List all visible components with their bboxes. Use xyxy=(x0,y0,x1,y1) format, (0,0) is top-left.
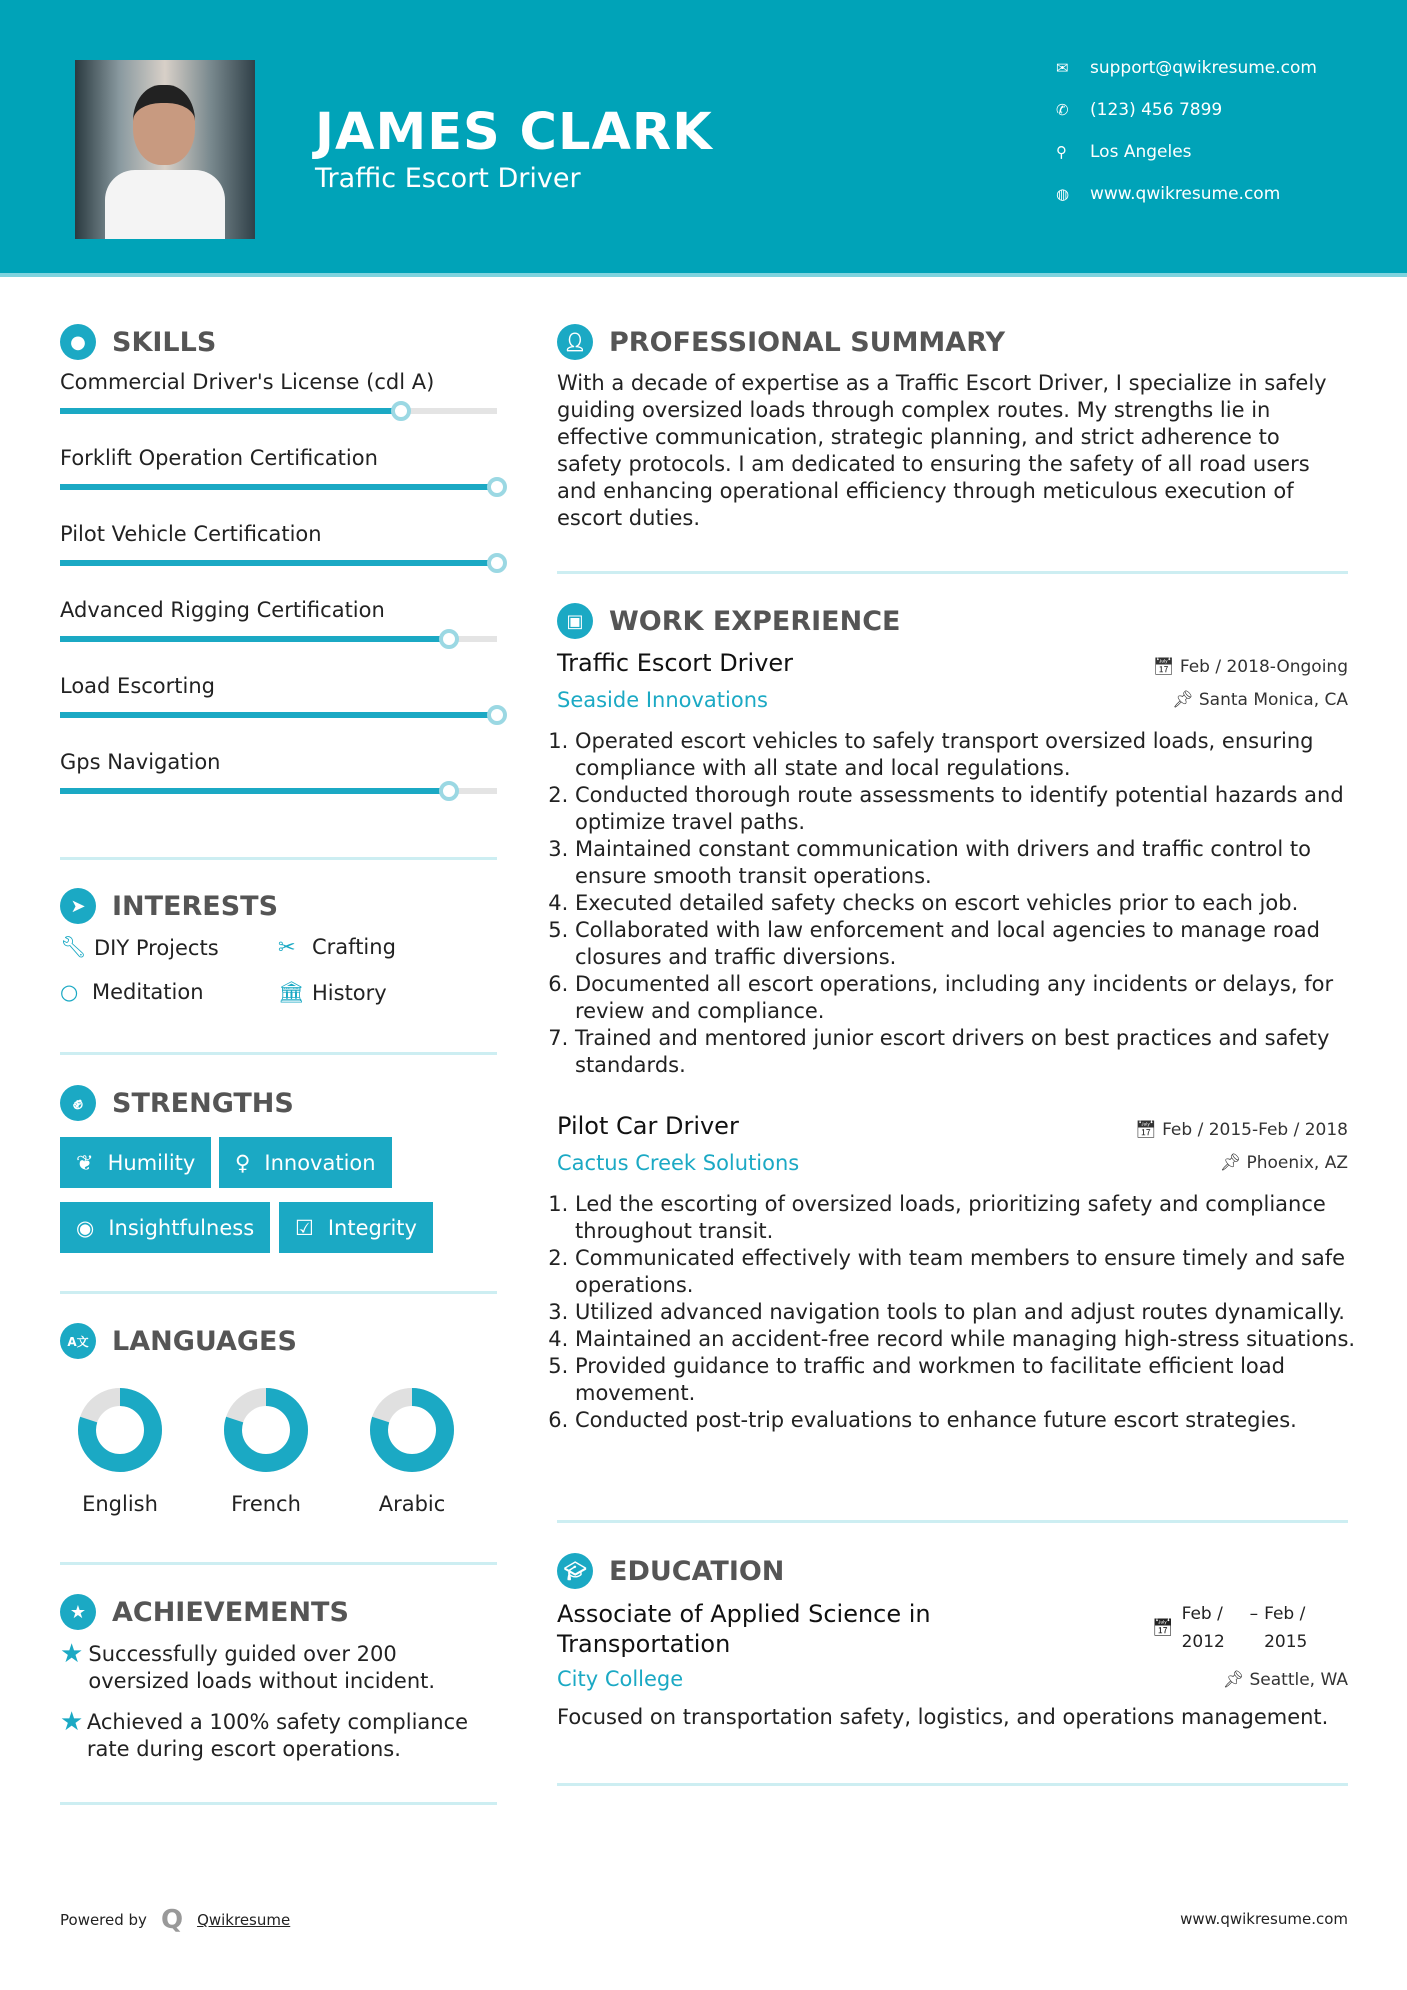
museum-icon: 🏛︎ xyxy=(278,980,305,1004)
skill-bar-knob xyxy=(487,553,507,573)
degree: Associate of Applied Science in Transportation xyxy=(557,1600,931,1658)
stars-icon: ★ xyxy=(60,1639,84,1669)
language-donut xyxy=(352,1385,472,1485)
language-label: French xyxy=(231,1492,301,1516)
job-company: Seaside Innovations xyxy=(557,688,768,712)
skill-item xyxy=(60,522,497,566)
contact-phone: ✆ (123) 456 7899 xyxy=(1056,100,1223,120)
job-bullet: 6. Documented all escort operations, including any incidents or delays, for review and compliance. xyxy=(575,971,1357,1025)
skill-bar xyxy=(60,408,497,414)
skill-bar-knob xyxy=(439,629,459,649)
profile-photo xyxy=(75,60,255,239)
education-text: Focused on transportation safety, logistics, and operations management. xyxy=(557,1705,1329,1729)
lightbulb-icon: ♀ xyxy=(235,1150,251,1175)
divider xyxy=(60,1802,497,1805)
user-icon: 👤︎ xyxy=(557,324,593,360)
circle-icon: ○ xyxy=(60,980,79,1004)
education-location: 📌︎ Seattle, WA xyxy=(1222,1670,1348,1690)
achievement-item: ★ Successfully guided over 200 oversized loads without incident. xyxy=(60,1639,436,1693)
skill-bar xyxy=(60,712,497,718)
skill-bar xyxy=(60,788,497,794)
language-donut xyxy=(60,1385,180,1485)
job-location: 📌︎ Phoenix, AZ xyxy=(1219,1153,1348,1173)
education-heading: 🎓︎ EDUCATION xyxy=(557,1553,784,1589)
footer-powered: Powered by Q Qwikresume xyxy=(60,1905,291,1935)
job-bullet: 2. Conducted thorough route assessments to identify potential hazards and optimize travel paths. xyxy=(575,782,1357,836)
divider xyxy=(557,571,1348,574)
graduate-icon: 🎓︎ xyxy=(557,1553,593,1589)
contact-location: ⚲ Los Angeles xyxy=(1056,142,1192,162)
divider xyxy=(557,1520,1348,1523)
leaf-icon: ❦ xyxy=(76,1150,94,1175)
strength-tag: ◉ Insightfulness xyxy=(60,1202,270,1253)
skill-label: Pilot Vehicle Certification xyxy=(60,522,322,546)
skill-bar-fill xyxy=(60,636,449,642)
footer-url[interactable]: www.qwikresume.com xyxy=(1180,1910,1348,1928)
skill-label: Advanced Rigging Certification xyxy=(60,598,385,622)
language-icon: A文 xyxy=(60,1323,96,1359)
interest-item: ✂ Crafting xyxy=(278,935,396,959)
skill-bar-knob xyxy=(487,477,507,497)
languages-heading: A文 LANGUAGES xyxy=(60,1323,297,1359)
strengths-heading: ✊︎ STRENGTHS xyxy=(60,1085,294,1121)
map-pin-icon: ⚲ xyxy=(1056,143,1067,161)
skill-item xyxy=(60,750,497,794)
star-badge-icon: ★ xyxy=(60,1594,96,1630)
divider xyxy=(60,857,497,860)
divider xyxy=(557,1783,1348,1786)
job-bullet: 2. Communicated effectively with team members to ensure timely and safe operations. xyxy=(575,1245,1357,1299)
job-bullet: 4. Executed detailed safety checks on escort vehicles prior to each job. xyxy=(575,890,1357,917)
checkbox-icon: ☑ xyxy=(295,1215,314,1240)
language-donut xyxy=(206,1385,326,1485)
interest-item: 🔧︎ DIY Projects xyxy=(60,935,219,960)
job-bullets xyxy=(557,728,1357,1079)
job-location: 📌︎ Santa Monica, CA xyxy=(1171,690,1348,710)
skill-bar-knob xyxy=(439,781,459,801)
skill-label: Forklift Operation Certification xyxy=(60,446,378,470)
summary-heading: 👤︎ PROFESSIONAL SUMMARY xyxy=(557,324,1005,360)
skill-bar-fill xyxy=(60,484,497,490)
header xyxy=(0,0,1407,277)
contact-website[interactable]: ◍ www.qwikresume.com xyxy=(1056,184,1281,204)
contact-email[interactable]: ✉ support@qwikresume.com xyxy=(1056,58,1317,78)
language-item xyxy=(352,1385,472,1516)
skill-bar-knob xyxy=(487,705,507,725)
envelope-icon: ✉ xyxy=(1056,59,1069,77)
achievement-item: ★ Achieved a 100% safety compliance rate during escort operations. xyxy=(60,1707,469,1761)
job-title: Pilot Car Driver xyxy=(557,1112,739,1140)
interests-heading: ➤ INTERESTS xyxy=(60,888,278,924)
school: City College xyxy=(557,1667,684,1691)
brand-link[interactable]: Qwikresume xyxy=(197,1911,291,1929)
job-bullet: 1. Led the escorting of oversized loads, prioritizing safety and compliance throughout transit. xyxy=(575,1191,1357,1245)
divider xyxy=(60,1291,497,1294)
briefcase-icon: ▣ xyxy=(557,603,593,639)
job-dates: 📅︎ Feb / 2015-Feb / 2018 xyxy=(1135,1120,1348,1140)
skill-label: Load Escorting xyxy=(60,674,215,698)
job-bullet: 7. Trained and mentored junior escort drivers on best practices and safety standards. xyxy=(575,1025,1357,1079)
skill-label: Gps Navigation xyxy=(60,750,221,774)
job-dates: 📅︎ Feb / 2018-Ongoing xyxy=(1152,657,1348,677)
skill-label: Commercial Driver's License (cdl A) xyxy=(60,370,435,394)
job-bullet: 6. Conducted post-trip evaluations to enhance future escort strategies. xyxy=(575,1407,1357,1434)
strength-tag: ☑ Integrity xyxy=(279,1202,433,1253)
job-bullet: 1. Operated escort vehicles to safely transport oversized loads, ensuring compliance with all state and local regulations. xyxy=(575,728,1357,782)
work-heading: ▣ WORK EXPERIENCE xyxy=(557,603,900,639)
language-label: English xyxy=(82,1492,158,1516)
job-company: Cactus Creek Solutions xyxy=(557,1151,800,1175)
strength-tag: ♀ Innovation xyxy=(219,1137,392,1188)
interest-item: ○ Meditation xyxy=(60,980,204,1004)
divider xyxy=(60,1052,497,1055)
job-bullet: 3. Maintained constant communication with drivers and traffic control to ensure smooth transit operations. xyxy=(575,836,1357,890)
skill-bar-fill xyxy=(60,788,449,794)
skill-item xyxy=(60,674,497,718)
skill-bar xyxy=(60,636,497,642)
phone-icon: ✆ xyxy=(1056,101,1069,119)
globe-icon: ◍ xyxy=(1056,185,1070,203)
skill-bar-fill xyxy=(60,712,497,718)
scissors-icon: ✂ xyxy=(278,935,296,959)
job-bullets xyxy=(557,1191,1357,1434)
skill-bar-fill xyxy=(60,408,401,414)
skill-item xyxy=(60,598,497,642)
skill-bar xyxy=(60,484,497,490)
skill-item xyxy=(60,446,497,490)
stars-icon: ★ xyxy=(60,1707,84,1737)
candidate-title: Traffic Escort Driver xyxy=(315,163,581,194)
job-title: Traffic Escort Driver xyxy=(557,649,794,677)
eye-icon: ◉ xyxy=(76,1215,95,1240)
divider xyxy=(60,1562,497,1565)
language-label: Arabic xyxy=(378,1492,446,1516)
strength-tag: ❦ Humility xyxy=(60,1137,211,1188)
candidate-name: JAMES CLARK xyxy=(315,103,713,162)
lightbulb-icon: ● xyxy=(60,324,96,360)
skill-bar-knob xyxy=(391,401,411,421)
achievements-heading: ★ ACHIEVEMENTS xyxy=(60,1594,349,1630)
qwikresume-logo-icon: Q xyxy=(160,1905,184,1935)
summary-text: With a decade of expertise as a Traffic Escort Driver, I specialize in safely guiding oversized loads through complex routes. My strengths lie in effective communication, strategic planning, and strict adherence to safety protocols. I am dedicated to ensuring the safety of all road users and enhancing operational efficiency through meticulous execution of escort duties. xyxy=(557,371,1327,530)
job-bullet: 3. Utilized advanced navigation tools to plan and adjust routes dynamically. xyxy=(575,1299,1357,1326)
interest-item: 🏛︎ History xyxy=(278,980,387,1005)
job-bullet: 5. Collaborated with law enforcement and local agencies to manage road closures and traffic diversions. xyxy=(575,917,1357,971)
paper-plane-icon: ➤ xyxy=(60,888,96,924)
skills-heading: ● SKILLS xyxy=(60,324,216,360)
skill-bar-fill xyxy=(60,560,497,566)
language-item xyxy=(206,1385,326,1516)
fist-icon: ✊︎ xyxy=(60,1085,96,1121)
wrench-icon: 🔧︎ xyxy=(60,935,87,959)
job-bullet: 4. Maintained an accident-free record while managing high-stress situations. xyxy=(575,1326,1357,1353)
language-item xyxy=(60,1385,180,1516)
job-bullet: 5. Provided guidance to traffic and workmen to facilitate efficient load movement. xyxy=(575,1353,1357,1407)
skill-bar xyxy=(60,560,497,566)
skill-item xyxy=(60,370,497,414)
education-dates: 📅︎ Feb / 2012 – Feb / 2015 xyxy=(1152,1604,1308,1652)
